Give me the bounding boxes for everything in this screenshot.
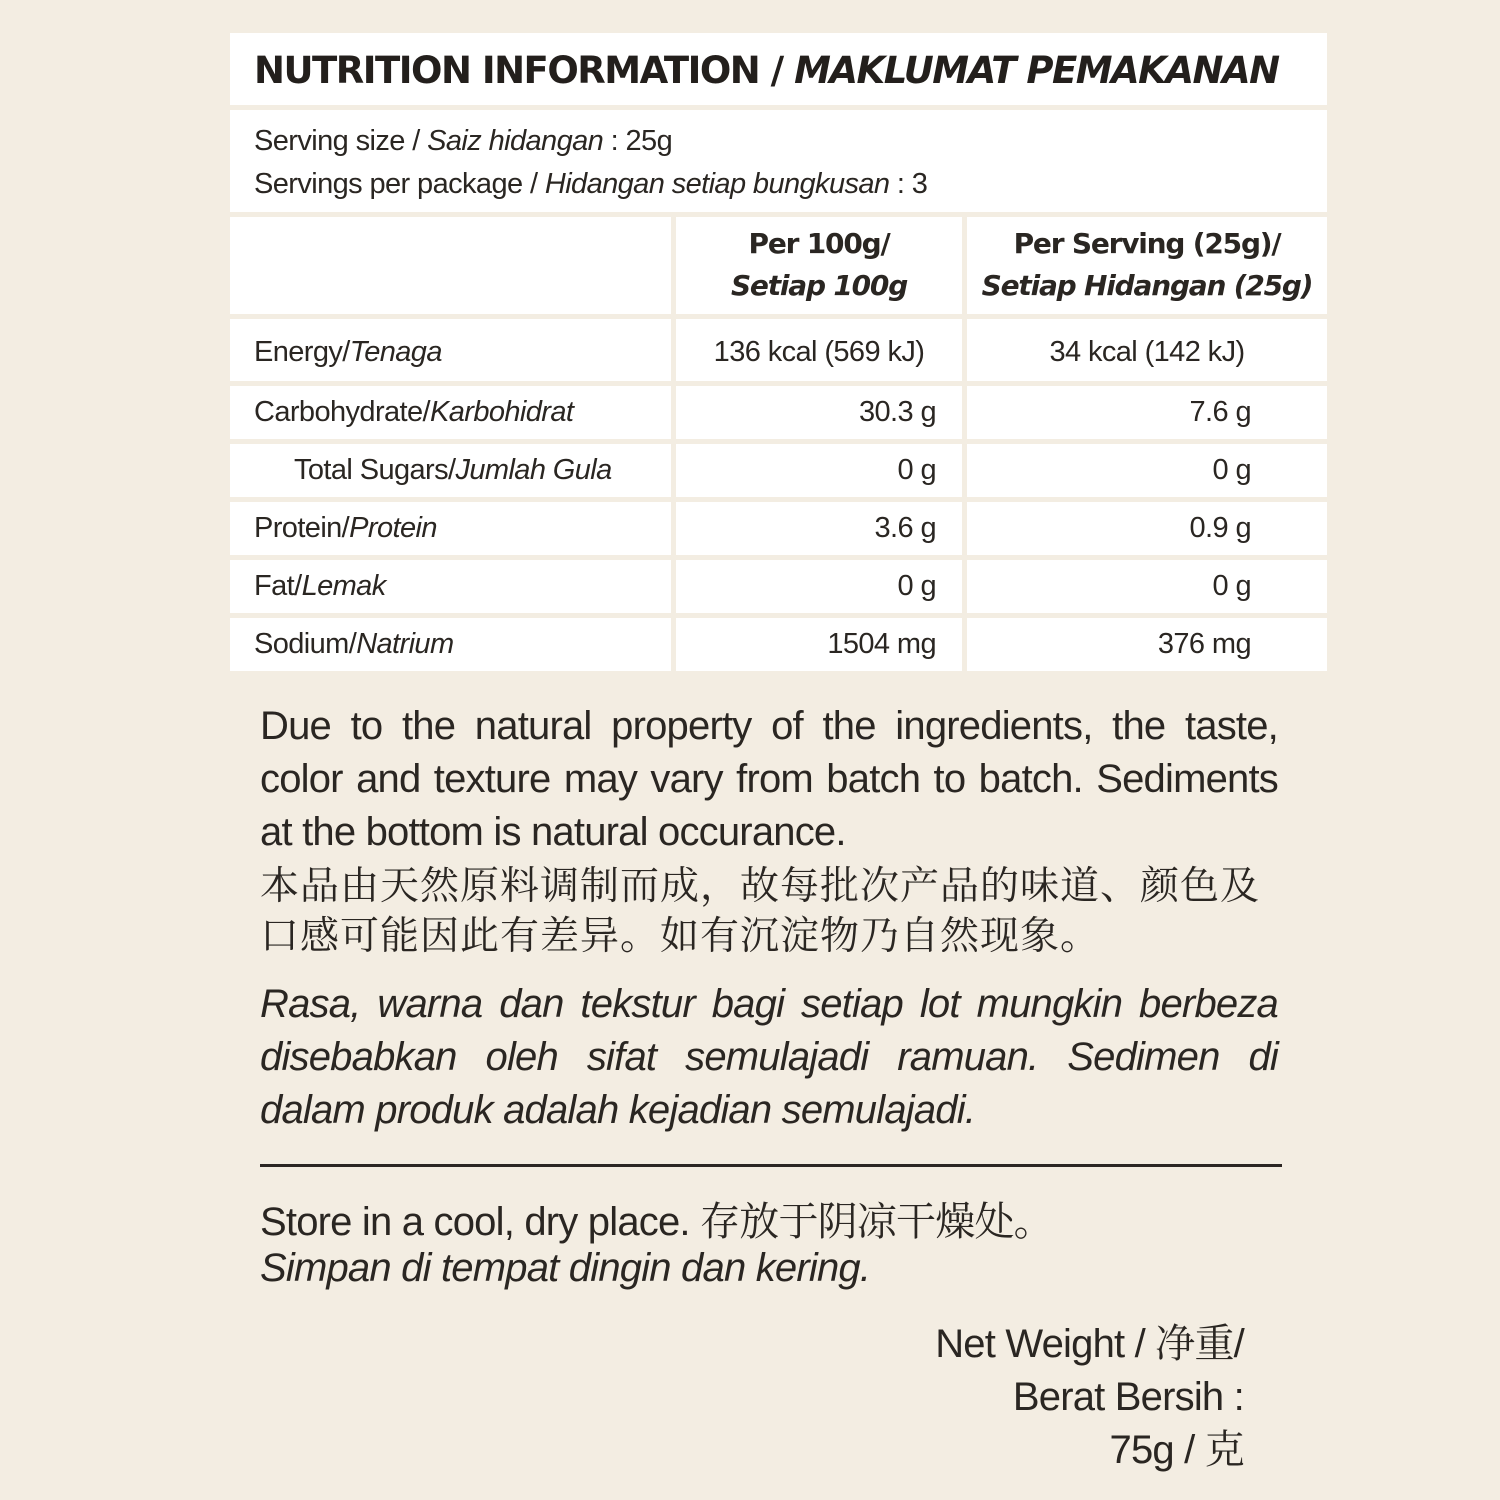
nutrient-name: Fat/Lemak (230, 560, 671, 613)
table-row (230, 386, 1327, 439)
table-row (230, 444, 1327, 497)
value-per-serving: 0 g (967, 560, 1327, 613)
value-per-100g: 3.6 g (676, 502, 962, 555)
servings-per-package: Servings per package / Hidangan setiap bungkusan : 3 (254, 168, 928, 200)
nutrient-name: Protein/Protein (230, 502, 671, 555)
nutrient-name: Carbohydrate/Karbohidrat (230, 386, 671, 439)
nutrient-name: Total Sugars/Jumlah Gula (230, 444, 671, 497)
note-english: Due to the natural property of the ingredients, the taste, color and texture may vary from batch to batch. Sediments at the bottom is natural occurance. (260, 704, 1278, 854)
table-row (230, 618, 1327, 671)
title-en: NUTRITION INFORMATION (254, 49, 760, 92)
value-per-100g: 0 g (676, 444, 962, 497)
table-row (230, 560, 1327, 613)
table-header (230, 217, 1327, 314)
value-per-serving: 376 mg (967, 618, 1327, 671)
value-per-100g: 136 kcal (569 kJ) (676, 319, 962, 381)
value-per-serving: 0 g (967, 444, 1327, 497)
net-weight-value: 75g / 克 (1109, 1428, 1244, 1472)
title-separator: / (759, 49, 795, 92)
value-per-100g: 0 g (676, 560, 962, 613)
value-per-100g: 30.3 g (676, 386, 962, 439)
serving-size: Serving size / Saiz hidangan : 25g (254, 125, 673, 157)
label-title (230, 33, 1327, 105)
value-per-serving: 34 kcal (142 kJ) (967, 319, 1327, 381)
net-weight-label: Net Weight / 净重/ (935, 1322, 1244, 1366)
storage-instruction: Store in a cool, dry place. 存放于阴凉干燥处。 (260, 1200, 1053, 1244)
value-per-serving: 7.6 g (967, 386, 1327, 439)
nutrient-name: Sodium/Natrium (230, 618, 671, 671)
value-per-serving: 0.9 g (967, 502, 1327, 555)
header-per-100g: Per 100g/ Setiap 100g (676, 217, 962, 314)
header-blank-cell (230, 217, 671, 314)
header-per-serving: Per Serving (25g)/ Setiap Hidangan (25g) (967, 217, 1327, 314)
table-row (230, 319, 1327, 381)
nutrition-label (230, 33, 1327, 671)
value-per-100g: 1504 mg (676, 618, 962, 671)
nutrient-name: Energy/Tenaga (230, 319, 671, 381)
note-malay: Rasa, warna dan tekstur bagi setiap lot mungkin berbeza disebabkan oleh sifat semulajadi ramuan. Sedimen di dalam produk adalah kejadian semulajadi. (260, 982, 1278, 1132)
net-weight-label-malay: Berat Bersih : (1012, 1375, 1244, 1419)
divider-line (260, 1164, 1282, 1167)
title-ms: MAKLUMAT PEMAKANAN (794, 49, 1279, 92)
note-chinese: 本品由天然原料调制而成，故每批次产品的味道、颜色及口感可能因此有差异。如有沉淀物乃自然现象。 (260, 864, 1261, 959)
table-row (230, 502, 1327, 555)
storage-instruction-malay: Simpan di tempat dingin dan kering. (260, 1246, 871, 1290)
serving-info (230, 110, 1327, 212)
net-weight (935, 1318, 1244, 1477)
